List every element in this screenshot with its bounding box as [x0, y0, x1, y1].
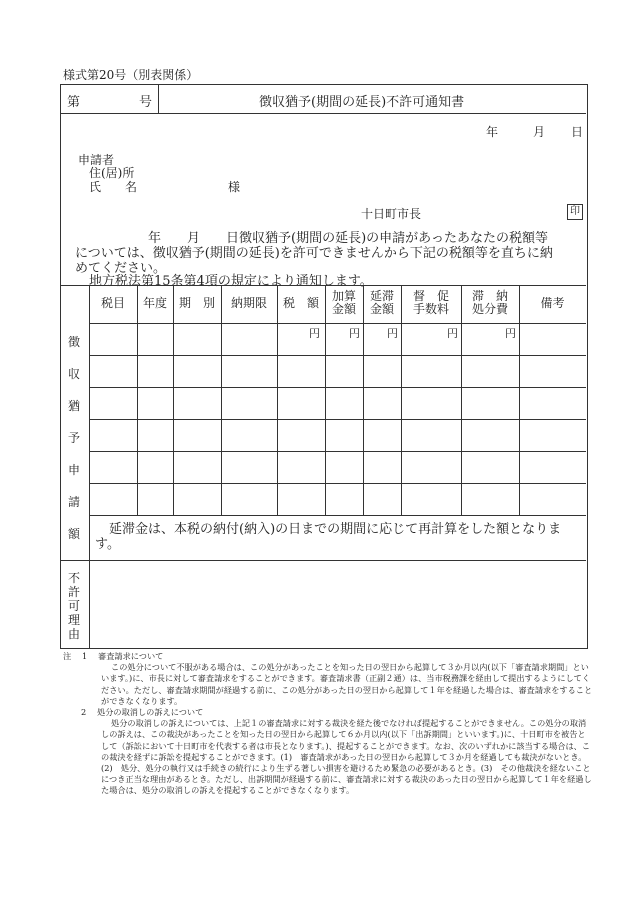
date-year: 年: [486, 125, 499, 139]
header-reminder-fee: 督 促 手数料: [412, 289, 449, 316]
header-fiscal-year: 年度: [142, 296, 167, 310]
late-fee-note: 延滞金は、本税の納付(納入)の日までの期間に応じて再計算をした額となります。: [95, 522, 562, 552]
header-remarks: 備考: [540, 296, 565, 310]
notice-form: [60, 84, 588, 649]
header-late-amount: 延滞 金額: [369, 289, 394, 316]
body-line-4: 地方税法第15条第4項の規定により通知します。: [89, 274, 373, 289]
note-2-text: 処分の取消しの訴えについては、上記１の審査請求に対する裁決を経た後でなければ提起することができません。この処分の取消しの訴えは、この裁決があったことを知った日の翌日から起算して６か月以内(以下「出訴期間」といいます。)に、十日町市を被告として（訴訟において十日町市を代表する者は市長となります。)、提起することができます。なお、次のいずれかに該当する場合は、この裁決を経ずに訴訟を提起することができます。(1) 審査請求があった日の翌日から起算して３か月を経過しても裁決がないとき。(2) 処分、処分の執行又は手続きの続行により生ずる著しい損害を避けるため緊急の必要があるとき。(3) その他裁決を経ないことにつき正当な理由があるとき。ただし、出訴期間が経過する前に、審査請求に対する裁決のあった日の翌日から起算して１年を経過した場合は、処分の取消しの訴えを提起することができなくなります。: [101, 718, 592, 796]
issuer-title: 十日町市長: [361, 207, 422, 221]
honorific: 様: [228, 180, 241, 194]
header-disposition-cost: 滞 納 処分費: [471, 289, 508, 316]
body-line-1: 年 月 日徴収猶予(期間の延長)の申請があったあなたの税額等: [148, 231, 549, 246]
header-due-date: 納期限: [230, 296, 267, 310]
name-label: 氏 名: [89, 180, 138, 194]
applicant-heading: 申請者: [78, 153, 115, 167]
document-number-cell: [61, 85, 159, 113]
body-line-3: めてください。: [75, 261, 167, 276]
side-label-amount: 徴 収 猶 予 申 請 額: [68, 335, 81, 541]
date-month: 月: [533, 125, 546, 139]
tax-amount-table: [61, 285, 586, 649]
yen-mark: 円: [387, 327, 398, 340]
note-2-number: 2: [81, 707, 87, 718]
yen-mark: 円: [309, 327, 320, 340]
header-additional-amount: 加算 金額: [331, 289, 356, 316]
number-prefix: 第: [67, 95, 81, 110]
yen-mark: 円: [447, 327, 458, 340]
seal-mark: 印: [567, 204, 583, 220]
note-2-title: 処分の取消しの訴えについて: [97, 707, 204, 718]
document-title: 徴収猶予(期間の延長)不許可通知書: [259, 95, 465, 110]
date-day: 日: [571, 125, 584, 139]
refusal-reason-area[interactable]: [90, 561, 584, 647]
header-tax-item: 税目: [100, 296, 125, 310]
body-line-2: については、徴収猶予(期間の延長)を許可できませんから下記の税額等を直ちに納: [75, 246, 553, 261]
header-period: 期 別: [178, 296, 215, 310]
number-suffix: 号: [139, 95, 153, 110]
address-label: 住(居)所: [89, 166, 135, 180]
note-1-number: 1: [82, 651, 88, 661]
notes-mark: 注: [63, 651, 72, 661]
side-label-reason: 不 許 可 理 由: [68, 571, 81, 641]
form-number-label: 様式第20号（別表関係）: [63, 68, 199, 82]
yen-mark: 円: [505, 327, 516, 340]
note-1-title: 審査請求について: [98, 651, 164, 661]
yen-mark: 円: [349, 327, 360, 340]
header-tax-amount: 税 額: [282, 296, 319, 310]
note-1-text: この処分について不服がある場合は、この処分があったことを知った日の翌日から起算して３か月以内(以下「審査請求期間」といいます。)に、市長に対して審査請求をすることができます。審査請求書（正副２通）は、当市税務課を経由して提出するようにしてください。ただし、審査請求期間が経過する前に、この処分があった日の翌日から起算して１年を経過した場合は、審査請求をすることができなくなります。: [101, 662, 593, 706]
notes-section: [63, 651, 593, 797]
title-row: [61, 85, 586, 114]
